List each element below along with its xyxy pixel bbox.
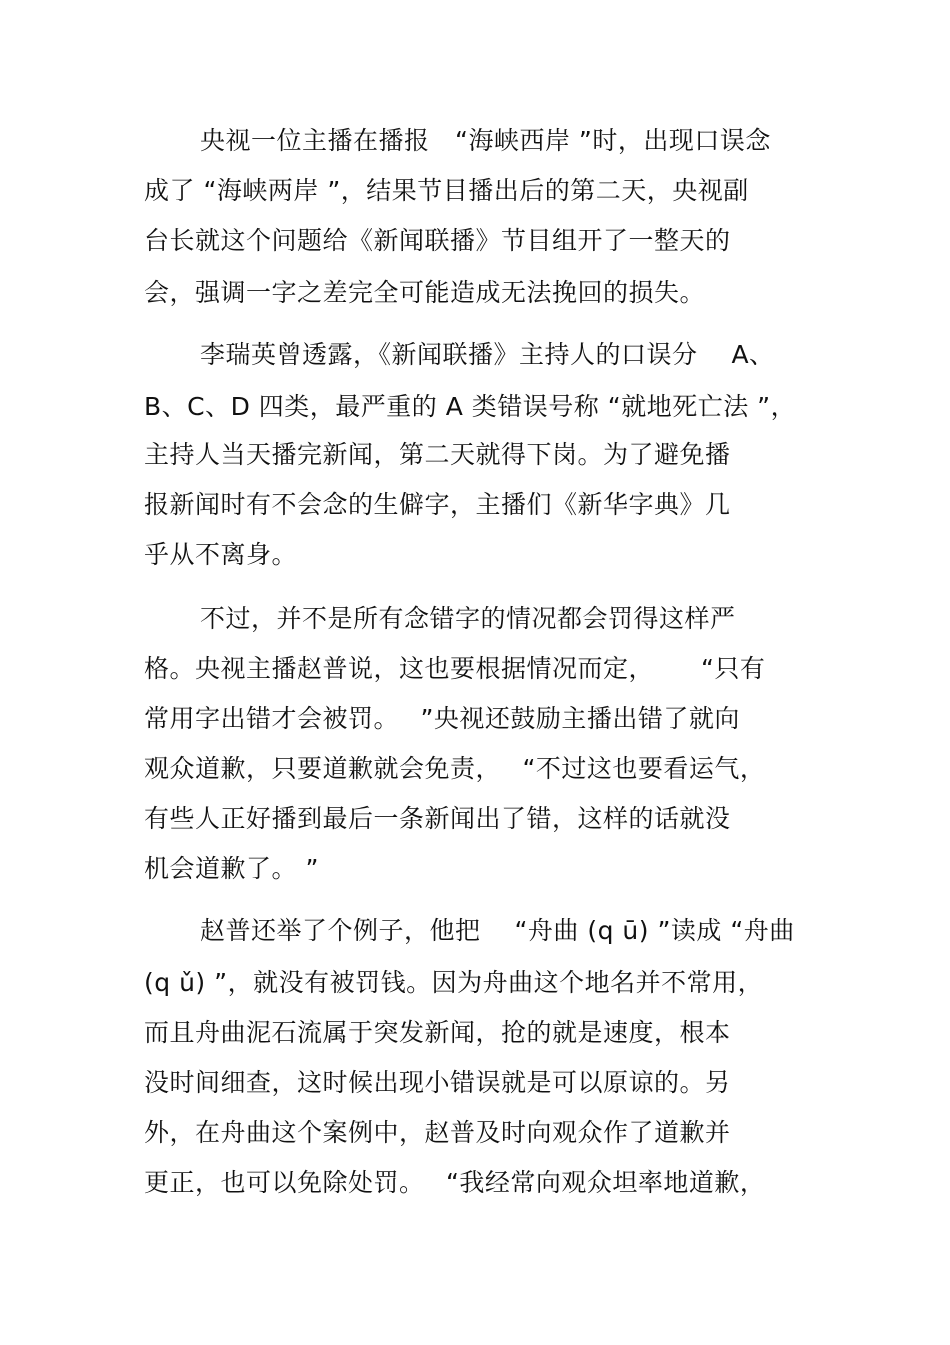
paragraph-2-line-4: 报新闻时有不会念的生僻字，主播们《新华字典》几 <box>144 490 731 519</box>
paragraph-4-line-4: 没时间细查，这时候出现小错误就是可以原谅的。另 <box>144 1068 731 1097</box>
paragraph-2-line-3: 主持人当天播完新闻，第二天就得下岗。为了避免播 <box>144 440 731 469</box>
paragraph-4-line-2: (q ǔ) ”，就没有被罚钱。因为舟曲这个地名并不常用， <box>144 968 764 997</box>
paragraph-2-line-2: B、C、D 四类，最严重的 A 类错误号称 “就地死亡法 ”， <box>144 392 797 421</box>
paragraph-1-line-2: 成了 “海峡两岸 ”，结果节目播出后的第二天，央视副 <box>144 176 749 205</box>
paragraph-3-line-6: 机会道歉了。 ” <box>144 854 319 883</box>
paragraph-3-line-3: 常用字出错才会被罚。 ”央视还鼓励主播出错了就向 <box>144 704 740 733</box>
paragraph-1-line-3: 台长就这个问题给《新闻联播》节目组开了一整天的 <box>144 226 731 255</box>
paragraph-4-line-6: 更正，也可以免除处罚。 “我经常向观众坦率地道歉， <box>144 1168 766 1197</box>
paragraph-3-line-5: 有些人正好播到最后一条新闻出了错，这样的话就没 <box>144 804 731 833</box>
paragraph-2-line-5: 乎从不离身。 <box>144 540 298 569</box>
paragraph-2-line-1: 李瑞英曾透露，《新闻联播》主持人的口误分 A、 <box>200 340 775 369</box>
paragraph-3-line-2: 格。央视主播赵普说，这也要根据情况而定， “只有 <box>144 654 766 683</box>
paragraph-1-line-1: 央视一位主播在播报 “海峡西岸 ”时，出现口误念 <box>200 126 771 155</box>
paragraph-4-line-5: 外，在舟曲这个案例中，赵普及时向观众作了道歉并 <box>144 1118 731 1147</box>
paragraph-3-line-1: 不过，并不是所有念错字的情况都会罚得这样严 <box>200 604 736 633</box>
paragraph-3-line-4: 观众道歉，只要道歉就会免责， “不过这也要看运气， <box>144 754 766 783</box>
paragraph-4-line-1: 赵普还举了个例子，他把 “舟曲 (q ū) ”读成 “舟曲 <box>200 916 795 945</box>
paragraph-1-line-4: 会，强调一字之差完全可能造成无法挽回的损失。 <box>144 278 706 307</box>
paragraph-4-line-3: 而且舟曲泥石流属于突发新闻，抢的就是速度，根本 <box>144 1018 731 1047</box>
